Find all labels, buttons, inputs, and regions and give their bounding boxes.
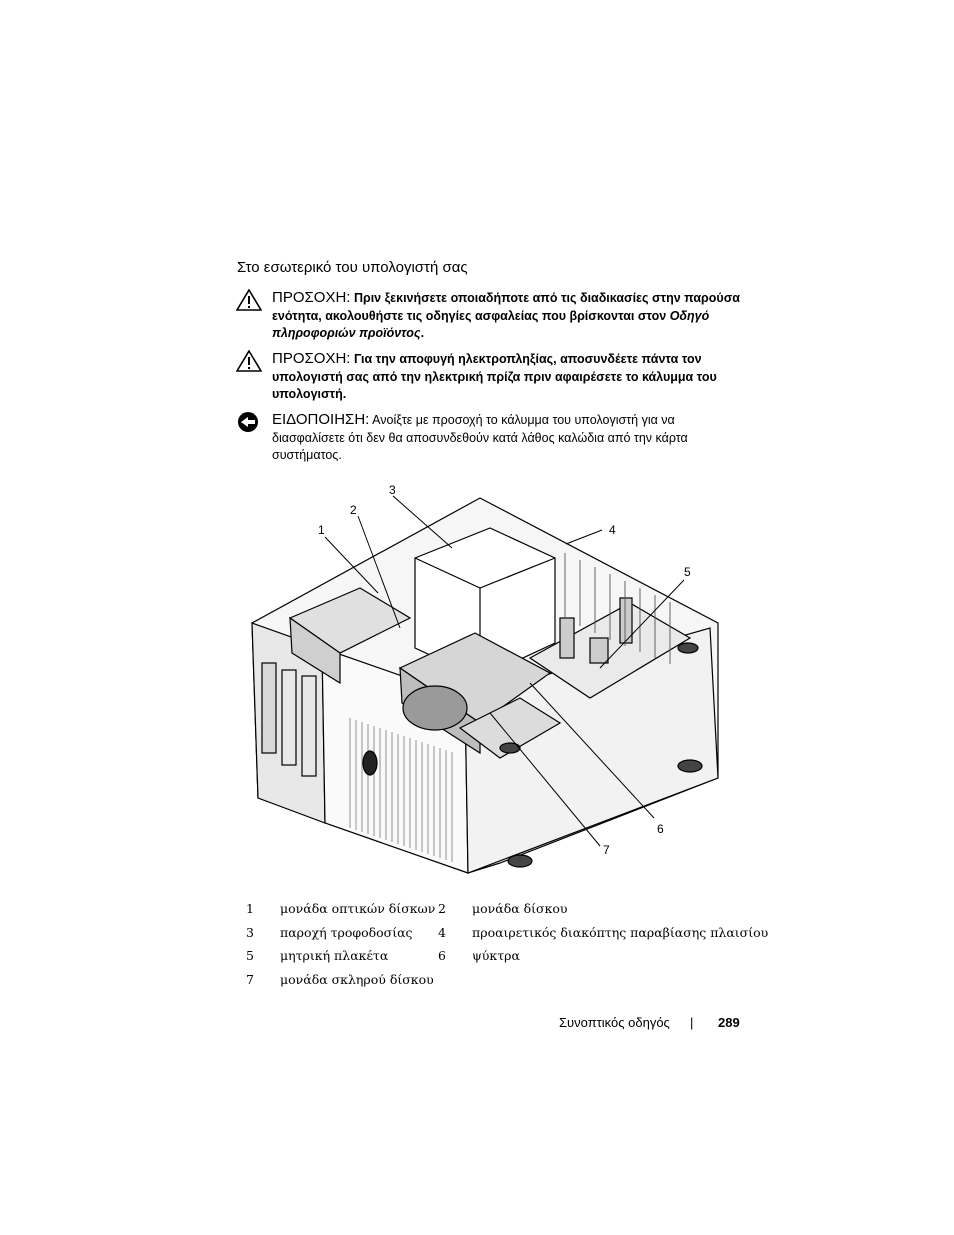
- legend-num: 7: [246, 971, 254, 987]
- caution-notice-1: [236, 289, 746, 341]
- notice-circle-icon: [236, 411, 264, 433]
- caution-text: Πριν ξεκινήσετε οποιαδήποτε από τις διαδικασίες στην παρούσα ενότητα, ακολουθήστε τις οδηγίες ασφαλείας που βρίσκονται στον: [272, 291, 740, 323]
- legend-row: [246, 897, 768, 921]
- computer-interior-illustration: [230, 478, 750, 878]
- legend-row: [246, 968, 768, 992]
- legend-label: [472, 968, 768, 992]
- callout-7: 7: [603, 843, 610, 857]
- legend-row: [246, 921, 768, 945]
- legend-table: [246, 897, 768, 991]
- caution-italic-text: Οδηγό πληροφοριών προϊόντος: [272, 308, 710, 340]
- notice-label: ΕΙΔΟΠΟΙΗΣΗ:: [272, 411, 370, 428]
- legend-num: 6: [438, 948, 446, 964]
- legend-label: μονάδα οπτικών δίσκων: [280, 901, 436, 917]
- callout-5: 5: [684, 565, 691, 579]
- caution-notice-2: [236, 350, 746, 402]
- caution-text: Για την αποφυγή ηλεκτροπληξίας, αποσυνδέετε πάντα τον υπολογιστή σας από την ηλεκτρική πρίζα πριν αφαιρέσετε το κάλυμμα του υπολογιστή.: [272, 352, 717, 401]
- legend-num: 5: [246, 948, 254, 964]
- legend-num: 4: [438, 924, 446, 940]
- legend-row: [246, 944, 768, 968]
- callout-2: 2: [350, 503, 357, 517]
- warning-triangle-icon: [236, 350, 264, 372]
- notice-text: Ανοίξτε με προσοχή το κάλυμμα του υπολογιστή για να διασφαλίσετε ότι δεν θα αποσυνδεθούν κατά λάθος καλώδια από την κάρτα συστήματος.: [272, 413, 688, 462]
- legend-num: 3: [246, 924, 254, 940]
- page-number: 289: [718, 1015, 740, 1030]
- warning-triangle-icon: [236, 289, 264, 311]
- footer-separator: |: [690, 1015, 694, 1030]
- legend-label: μητρική πλακέτα: [280, 948, 389, 964]
- legend-num: [438, 968, 472, 992]
- legend-num: 1: [246, 901, 254, 917]
- legend-label: μονάδα σκληρού δίσκου: [280, 971, 434, 987]
- legend-label: προαιρετικός διακόπτης παραβίασης πλαισίου: [472, 924, 769, 940]
- callout-3: 3: [389, 483, 396, 497]
- callout-6: 6: [657, 822, 664, 836]
- section-title: Στο εσωτερικό του υπολογιστή σας: [237, 259, 468, 276]
- legend-label: παροχή τροφοδοσίας: [280, 924, 413, 940]
- notice-3: [236, 411, 746, 463]
- legend-num: 2: [438, 901, 446, 917]
- callout-4: 4: [609, 523, 616, 537]
- caution-label: ΠΡΟΣΟΧΗ:: [272, 289, 351, 306]
- legend-label: μονάδα δίσκου: [472, 901, 568, 917]
- caution-label: ΠΡΟΣΟΧΗ:: [272, 350, 351, 367]
- caution-text-end: .: [420, 326, 425, 340]
- callout-1: 1: [318, 523, 325, 537]
- legend-label: ψύκτρα: [472, 948, 520, 964]
- footer-text: Συνοπτικός οδηγός: [559, 1015, 670, 1030]
